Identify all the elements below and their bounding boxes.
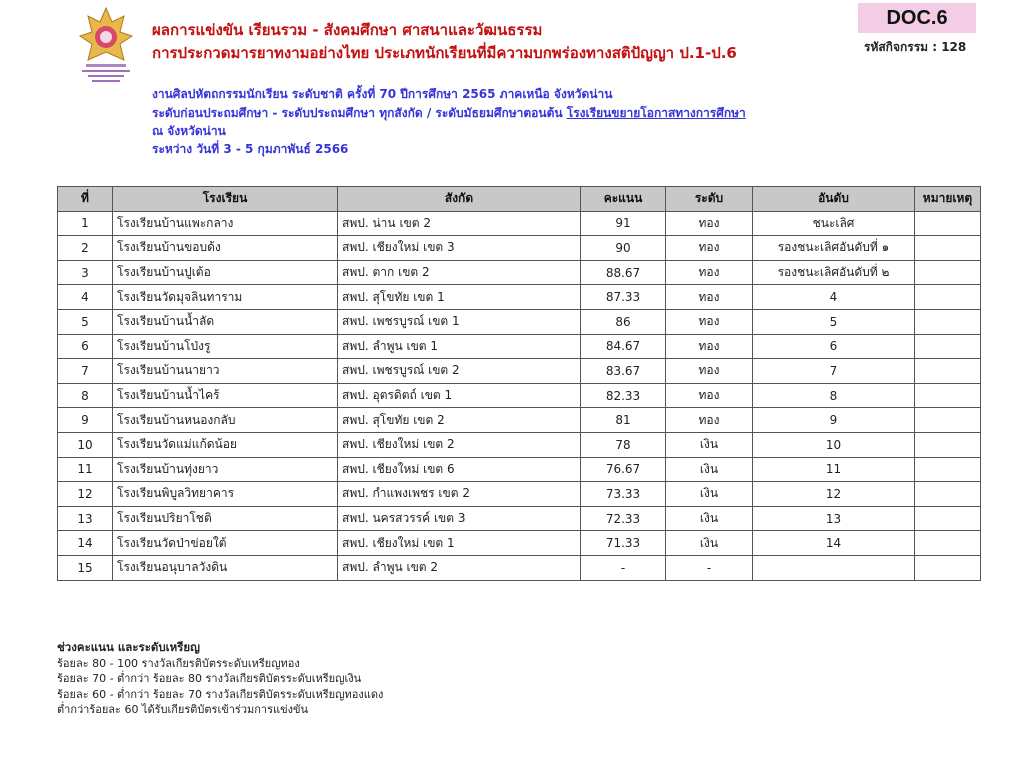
activity-code: รหัสกิจกรรม : 128 xyxy=(864,40,967,54)
cell-no: 6 xyxy=(58,334,113,359)
cell-score: - xyxy=(581,555,666,580)
cell-note xyxy=(915,359,981,384)
cell-score: 81 xyxy=(581,408,666,433)
doc-code-badge: DOC.6 xyxy=(858,3,976,33)
cell-rank: รองชนะเลิศอันดับที่ ๒ xyxy=(753,260,915,285)
table-row xyxy=(58,260,981,285)
cell-rank xyxy=(753,555,915,580)
legend-line: ร้อยละ 60 - ต่ำกว่า ร้อยละ 70 รางวัลเกียรติบัตรระดับเหรียญทองแดง xyxy=(57,687,384,701)
cell-school: โรงเรียนบ้านน้ำไคร้ xyxy=(113,383,338,408)
cell-no: 11 xyxy=(58,457,113,482)
cell-score: 87.33 xyxy=(581,285,666,310)
cell-affiliation: สพป. นครสวรรค์ เขต 3 xyxy=(338,506,581,531)
cell-level: เงิน xyxy=(666,457,753,482)
cell-school: โรงเรียนวัดแม่แก้ดน้อย xyxy=(113,432,338,457)
cell-school: โรงเรียนพิบูลวิทยาคาร xyxy=(113,482,338,507)
table-row xyxy=(58,359,981,384)
table-header-row xyxy=(58,187,981,212)
table-row xyxy=(58,285,981,310)
cell-note xyxy=(915,506,981,531)
cell-rank: 12 xyxy=(753,482,915,507)
cell-affiliation: สพป. สุโขทัย เขต 2 xyxy=(338,408,581,433)
cell-note xyxy=(915,236,981,261)
cell-level: ทอง xyxy=(666,309,753,334)
cell-affiliation: สพป. ตาก เขต 2 xyxy=(338,260,581,285)
cell-rank: 5 xyxy=(753,309,915,334)
cell-rank: 13 xyxy=(753,506,915,531)
cell-no: 13 xyxy=(58,506,113,531)
venue-info-line: ณ จังหวัดน่าน xyxy=(152,124,226,138)
cell-level: เงิน xyxy=(666,432,753,457)
cell-no: 1 xyxy=(58,211,113,236)
cell-level: ทอง xyxy=(666,408,753,433)
cell-affiliation: สพป. น่าน เขต 2 xyxy=(338,211,581,236)
legend-line: ร้อยละ 70 - ต่ำกว่า ร้อยละ 80 รางวัลเกียรติบัตรระดับเหรียญเงิน xyxy=(57,672,362,685)
cell-no: 14 xyxy=(58,531,113,556)
cell-affiliation: สพป. เชียงใหม่ เขต 3 xyxy=(338,236,581,261)
cell-score: 90 xyxy=(581,236,666,261)
cell-score: 72.33 xyxy=(581,506,666,531)
cell-level: ทอง xyxy=(666,236,753,261)
page-subtitle: การประกวดมารยาทงามอย่างไทย ประเภทนักเรียนที่มีความบกพร่องทางสติปัญญา ป.1-ป.6 xyxy=(152,44,737,62)
results-table xyxy=(57,186,981,581)
table-row xyxy=(58,482,981,507)
cell-note xyxy=(915,383,981,408)
cell-note xyxy=(915,309,981,334)
cell-no: 7 xyxy=(58,359,113,384)
cell-school: โรงเรียนบ้านนายาว xyxy=(113,359,338,384)
cell-level: ทอง xyxy=(666,359,753,384)
header-school: โรงเรียน xyxy=(113,187,338,212)
header-rank: อันดับ xyxy=(753,187,915,212)
cell-level: - xyxy=(666,555,753,580)
cell-score: 86 xyxy=(581,309,666,334)
cell-school: โรงเรียนบ้านปูเต้อ xyxy=(113,260,338,285)
cell-no: 4 xyxy=(58,285,113,310)
level-info-text: ระดับก่อนประถมศึกษา - ระดับประถมศึกษา ทุกสังกัด / ระดับมัธยมศึกษาตอนต้น xyxy=(152,106,567,120)
cell-no: 15 xyxy=(58,555,113,580)
cell-no: 3 xyxy=(58,260,113,285)
cell-affiliation: สพป. ลำพูน เขต 2 xyxy=(338,555,581,580)
cell-no: 12 xyxy=(58,482,113,507)
cell-no: 9 xyxy=(58,408,113,433)
cell-score: 73.33 xyxy=(581,482,666,507)
cell-score: 82.33 xyxy=(581,383,666,408)
cell-affiliation: สพป. เพชรบูรณ์ เขต 1 xyxy=(338,309,581,334)
school-type-link[interactable]: โรงเรียนขยายโอกาสทางการศึกษา xyxy=(566,106,746,120)
cell-score: 88.67 xyxy=(581,260,666,285)
table-row xyxy=(58,457,981,482)
event-info-line: งานศิลปหัตถกรรมนักเรียน ระดับชาติ ครั้งที่ 70 ปีการศึกษา 2565 ภาคเหนือ จังหวัดน่าน xyxy=(152,87,613,101)
logo-emblem xyxy=(76,6,136,86)
cell-affiliation: สพป. เชียงใหม่ เขต 6 xyxy=(338,457,581,482)
score-legend xyxy=(57,640,383,718)
cell-level: เงิน xyxy=(666,531,753,556)
cell-school: โรงเรียนวัดป่าข่อยใต้ xyxy=(113,531,338,556)
cell-affiliation: สพป. กำแพงเพชร เขต 2 xyxy=(338,482,581,507)
header-score: คะแนน xyxy=(581,187,666,212)
cell-level: ทอง xyxy=(666,285,753,310)
table-row xyxy=(58,531,981,556)
cell-level: เงิน xyxy=(666,506,753,531)
cell-note xyxy=(915,211,981,236)
cell-rank: 9 xyxy=(753,408,915,433)
cell-score: 83.67 xyxy=(581,359,666,384)
cell-note xyxy=(915,334,981,359)
cell-school: โรงเรียนบ้านแพะกลาง xyxy=(113,211,338,236)
cell-no: 5 xyxy=(58,309,113,334)
table-row xyxy=(58,555,981,580)
cell-score: 91 xyxy=(581,211,666,236)
cell-level: ทอง xyxy=(666,211,753,236)
table-row xyxy=(58,506,981,531)
cell-rank: 8 xyxy=(753,383,915,408)
table-row xyxy=(58,383,981,408)
cell-no: 2 xyxy=(58,236,113,261)
cell-no: 8 xyxy=(58,383,113,408)
cell-rank: 11 xyxy=(753,457,915,482)
cell-school: โรงเรียนปริยาโชติ xyxy=(113,506,338,531)
cell-school: โรงเรียนอนุบาลวังดิน xyxy=(113,555,338,580)
legend-heading: ช่วงคะแนน และระดับเหรียญ xyxy=(57,640,200,654)
cell-rank: รองชนะเลิศอันดับที่ ๑ xyxy=(753,236,915,261)
header-affiliation: สังกัด xyxy=(338,187,581,212)
cell-score: 78 xyxy=(581,432,666,457)
cell-affiliation: สพป. อุตรดิตถ์ เขต 1 xyxy=(338,383,581,408)
cell-score: 71.33 xyxy=(581,531,666,556)
cell-rank: 7 xyxy=(753,359,915,384)
cell-rank: ชนะเลิศ xyxy=(753,211,915,236)
cell-affiliation: สพป. เพชรบูรณ์ เขต 2 xyxy=(338,359,581,384)
cell-note xyxy=(915,531,981,556)
table-row xyxy=(58,236,981,261)
cell-level: ทอง xyxy=(666,383,753,408)
cell-school: โรงเรียนบ้านโป่งรู xyxy=(113,334,338,359)
cell-score: 84.67 xyxy=(581,334,666,359)
cell-level: ทอง xyxy=(666,334,753,359)
header-note: หมายเหตุ xyxy=(915,187,981,212)
cell-rank: 4 xyxy=(753,285,915,310)
cell-rank: 6 xyxy=(753,334,915,359)
cell-no: 10 xyxy=(58,432,113,457)
cell-school: โรงเรียนวัดมุจลินทาราม xyxy=(113,285,338,310)
cell-note xyxy=(915,482,981,507)
cell-affiliation: สพป. เชียงใหม่ เขต 2 xyxy=(338,432,581,457)
cell-affiliation: สพป. สุโขทัย เขต 1 xyxy=(338,285,581,310)
table-row xyxy=(58,408,981,433)
page-title: ผลการแข่งขัน เรียนรวม - สังคมศึกษา ศาสนาและวัฒนธรรม xyxy=(152,21,543,39)
date-info-line: ระหว่าง วันที่ 3 - 5 กุมภาพันธ์ 2566 xyxy=(152,142,349,156)
cell-affiliation: สพป. ลำพูน เขต 1 xyxy=(338,334,581,359)
cell-note xyxy=(915,285,981,310)
cell-note xyxy=(915,555,981,580)
cell-school: โรงเรียนบ้านทุ่งยาว xyxy=(113,457,338,482)
cell-affiliation: สพป. เชียงใหม่ เขต 1 xyxy=(338,531,581,556)
cell-level: เงิน xyxy=(666,482,753,507)
table-row xyxy=(58,432,981,457)
header-no: ที่ xyxy=(58,187,113,212)
cell-note xyxy=(915,432,981,457)
cell-school: โรงเรียนบ้านหนองกลับ xyxy=(113,408,338,433)
table-row xyxy=(58,211,981,236)
cell-note xyxy=(915,260,981,285)
cell-rank: 10 xyxy=(753,432,915,457)
header-level: ระดับ xyxy=(666,187,753,212)
cell-note xyxy=(915,408,981,433)
table-row xyxy=(58,334,981,359)
cell-level: ทอง xyxy=(666,260,753,285)
cell-rank: 14 xyxy=(753,531,915,556)
legend-line: ต่ำกว่าร้อยละ 60 ได้รับเกียรติบัตรเข้าร่วมการแข่งขัน xyxy=(57,703,309,716)
cell-school: โรงเรียนบ้านขอบด้ง xyxy=(113,236,338,261)
cell-school: โรงเรียนบ้านน้ำลัด xyxy=(113,309,338,334)
cell-note xyxy=(915,457,981,482)
cell-score: 76.67 xyxy=(581,457,666,482)
table-row xyxy=(58,309,981,334)
level-info-line xyxy=(152,104,746,123)
legend-line: ร้อยละ 80 - 100 รางวัลเกียรติบัตรระดับเหรียญทอง xyxy=(57,656,300,670)
